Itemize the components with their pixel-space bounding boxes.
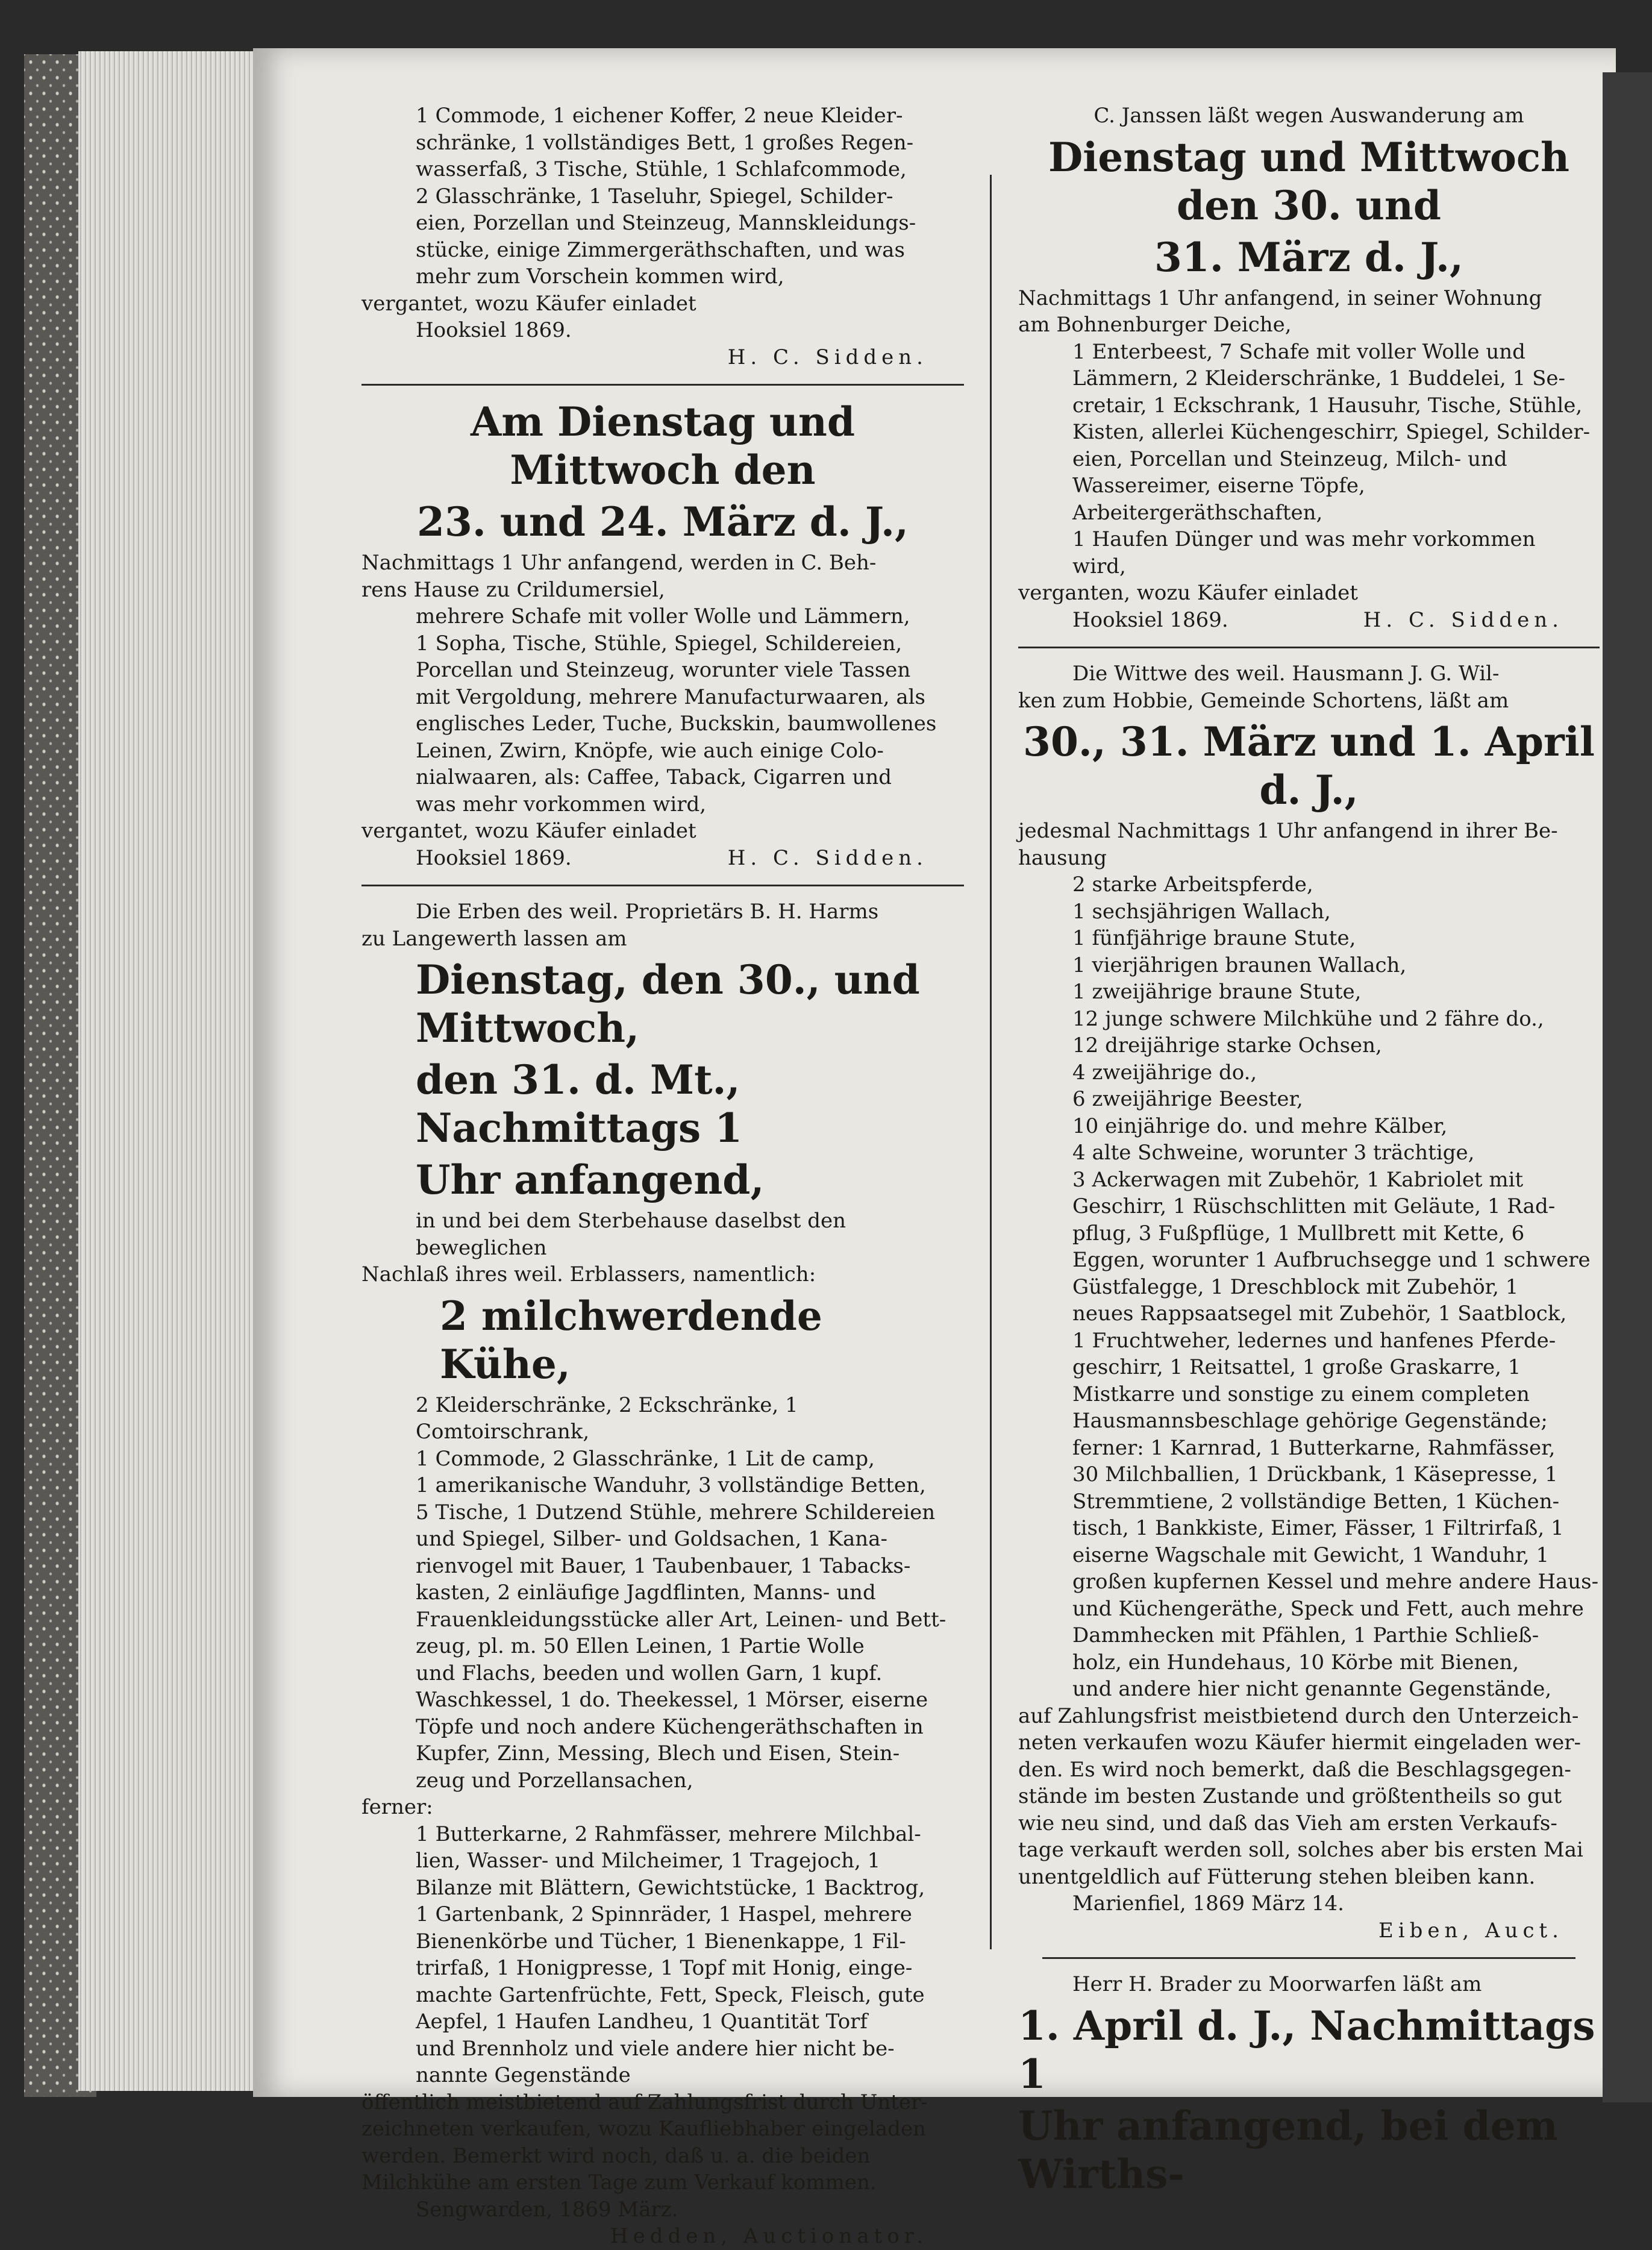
ad2-intro: Nachmittags 1 Uhr anfangend, werden in C. Beh- bbox=[361, 551, 877, 575]
ad3-ferner-label: ferner: bbox=[361, 1795, 433, 1819]
ad5-item: 1 zweijährige braune Stute, bbox=[1072, 980, 1362, 1004]
ad3-ferner-item: lien, Wasser- und Milcheimer, 1 Tragejoch, 1 bbox=[416, 1849, 881, 1873]
ad3-highlight: 2 milchwerdende Kühe, bbox=[440, 1292, 822, 1388]
ad5-item: 6 zweijährige Beester, bbox=[1072, 1087, 1303, 1111]
ad2-item: Porcellan und Steinzeug, worunter viele Tassen bbox=[416, 658, 911, 682]
ad4-item: Lämmern, 2 Kleiderschränke, 1 Buddelei, 1 Se- bbox=[1072, 366, 1566, 390]
ad3-signature: Hedden, Auctionator. bbox=[610, 2224, 928, 2248]
ad5-item: 3 Ackerwagen mit Zubehör, 1 Kabriolet mit bbox=[1072, 1167, 1524, 1192]
ad5-place: Marienfiel, 1869 März 14. bbox=[1072, 1891, 1344, 1916]
ad2-item: Leinen, Zwirn, Knöpfe, wie auch einige Colo- bbox=[416, 738, 884, 763]
ad4-headline-date: 31. März d. J., bbox=[1154, 233, 1463, 281]
ad5-item: geschirr, 1 Reitsattel, 1 große Graskarre, 1 bbox=[1072, 1355, 1521, 1379]
ad5-item: 1 Fruchtweher, ledernes und hanfenes Pferde- bbox=[1072, 1328, 1556, 1353]
ad5-item: Mistkarre und sonstige zu einem completen bbox=[1072, 1382, 1530, 1406]
ad3-headline: den 31. d. Mt., Nachmittags 1 bbox=[416, 1056, 743, 1152]
ad5-item: Eggen, worunter 1 Aufbruchsegge und 1 schwere bbox=[1072, 1248, 1591, 1272]
ad-wilken-widow-sale bbox=[1018, 660, 1600, 1944]
ad4-item: cretair, 1 Eckschrank, 1 Hausuhr, Tische, Stühle, bbox=[1072, 393, 1583, 418]
ad1-line: eien, Porzellan und Steinzeug, Mannskleidungs- bbox=[416, 211, 916, 235]
ad2-headline: Am Dienstag und Mittwoch den bbox=[471, 398, 855, 494]
ad3-ferner-item: 1 Gartenbank, 2 Spinnräder, 1 Haspel, mehrere bbox=[416, 1902, 912, 1926]
ad3-text: Nachlaß ihres weil. Erblassers, namentlich: bbox=[361, 1262, 816, 1286]
ad2-item: 1 Sopha, Tische, Stühle, Spiegel, Schildereien, bbox=[416, 631, 903, 656]
ad4-item: 1 Enterbeest, 7 Schafe mit voller Wolle und bbox=[1072, 339, 1525, 364]
ad2-place: Hooksiel 1869. bbox=[416, 845, 572, 870]
ad5-signature: Eiben, Auct. bbox=[1378, 1918, 1563, 1943]
ad1-line: stücke, einige Zimmergeräthschaften, und was bbox=[416, 237, 905, 262]
ad-harms-estate-sale bbox=[361, 898, 964, 2250]
ad5-item: pflug, 3 Fußpflüge, 1 Mullbrett mit Kette, 6 bbox=[1072, 1221, 1525, 1246]
ad3-ferner-item: 1 Butterkarne, 2 Rahmfässer, mehrere Milchbal- bbox=[416, 1822, 921, 1846]
separator-rule bbox=[1042, 1957, 1575, 1959]
ad2-item: nialwaaren, als: Caffee, Taback, Cigarren und bbox=[416, 765, 892, 789]
ad3-closing: Milchkühe am ersten Tage zum Verkauf kommen. bbox=[361, 2170, 877, 2195]
ad2-item: mehrere Schafe mit voller Wolle und Lämmern, bbox=[416, 604, 910, 628]
ad4-closing: verganten, wozu Käufer einladet bbox=[1018, 581, 1358, 605]
ad3-item: Töpfe und noch andere Küchengeräthschaften in bbox=[416, 1714, 924, 1739]
ad5-item: neues Rappsaatsegel mit Zubehör, 1 Saatblock, bbox=[1072, 1302, 1567, 1326]
ad3-headline: Uhr anfangend, bbox=[416, 1156, 765, 1203]
ad2-headline-date: 23. und 24. März d. J., bbox=[417, 498, 909, 545]
ad1-items bbox=[361, 102, 964, 290]
ad5-ferner: Stremmtiene, 2 vollständige Betten, 1 Küchen- bbox=[1072, 1489, 1560, 1514]
ad5-closing: unentgeldlich auf Fütterung stehen bleiben kann. bbox=[1018, 1864, 1536, 1889]
ad4-headline: Dienstag und Mittwoch den 30. und bbox=[1048, 133, 1570, 229]
ad4-item: Wassereimer, eiserne Töpfe, Arbeitergeräthschaften, bbox=[1072, 474, 1365, 525]
ad3-ferner-item: Bilanze mit Blättern, Gewichtstücke, 1 Backtrog, bbox=[416, 1875, 925, 1900]
ad3-closing: werden. Bemerkt wird noch, daß u. a. die beiden bbox=[361, 2143, 871, 2168]
ad5-item: 1 sechsjährigen Wallach, bbox=[1072, 899, 1331, 924]
ad5-item: 10 einjährige do. und mehre Kälber, bbox=[1072, 1114, 1448, 1138]
ad3-headline: Dienstag, den 30., und Mittwoch, bbox=[416, 956, 920, 1051]
ad4-text: am Bohnenburger Deiche, bbox=[1018, 313, 1292, 337]
ad5-closing: stände im besten Zustande und größtentheils so gut bbox=[1018, 1784, 1562, 1808]
ad4-item: Kisten, allerlei Küchengeschirr, Spiegel, Schilder- bbox=[1072, 420, 1591, 444]
ad-janssen-emigration-sale bbox=[1018, 102, 1600, 633]
ad3-ferner-item: Bienenkörbe und Tücher, 1 Bienenkappe, 1 Fil- bbox=[416, 1929, 906, 1954]
right-dark-edge bbox=[1603, 72, 1652, 2102]
right-column bbox=[1018, 102, 1600, 2202]
ad3-intro: Die Erben des weil. Proprietärs B. H. Harms bbox=[416, 900, 879, 924]
ad4-item: eien, Porcellan und Steinzeug, Milch- und bbox=[1072, 447, 1507, 471]
ad3-item: kasten, 2 einläufige Jagdflinten, Manns- und bbox=[416, 1581, 876, 1605]
ad5-ferner: und andere hier nicht genannte Gegenstände, bbox=[1072, 1677, 1552, 1701]
ad5-item: 1 fünfjährige braune Stute, bbox=[1072, 926, 1356, 950]
ad3-text: in und bei dem Sterbehause daselbst den beweglichen bbox=[416, 1209, 846, 1260]
ad3-ferner-item: nannte Gegenstände bbox=[416, 2063, 631, 2087]
ad5-item: 2 starke Arbeitspferde, bbox=[1072, 873, 1313, 897]
ad3-ferner-item: trirfaß, 1 Honigpresse, 1 Topf mit Honig, einge- bbox=[416, 1956, 913, 1980]
ad5-item: Hausmannsbeschlage gehörige Gegenstände; bbox=[1072, 1409, 1548, 1433]
ad6-headline: Uhr anfangend, bei dem Wirths- bbox=[1018, 2102, 1558, 2198]
separator-rule bbox=[1018, 647, 1600, 648]
ad3-item: zeug und Porzellansachen, bbox=[416, 1768, 693, 1793]
ad3-item: Frauenkleidungsstücke aller Art, Leinen- und Bett- bbox=[416, 1607, 946, 1632]
ad5-ferner: eiserne Wagschale mit Gewicht, 1 Wanduhr, 1 bbox=[1072, 1543, 1550, 1567]
ad3-item: 2 Kleiderschränke, 2 Eckschränke, 1 Comtoirschrank, bbox=[416, 1393, 798, 1444]
ad3-place: Sengwarden, 1869 März. bbox=[416, 2197, 678, 2222]
ad5-ferner: großen kupfernen Kessel und mehre andere Haus- bbox=[1072, 1570, 1599, 1594]
ad5-ferner: 30 Milchballien, 1 Drückbank, 1 Käsepresse, 1 bbox=[1072, 1462, 1558, 1487]
ad3-closing: zeichneten verkaufen, wozu Kaufliebhaber eingeladen bbox=[361, 2117, 926, 2141]
ad1-closing: vergantet, wozu Käufer einladet bbox=[361, 291, 696, 316]
ad5-headline: 30., 31. März und 1. April d. J., bbox=[1023, 718, 1595, 813]
ad5-text: hausung bbox=[1018, 845, 1107, 870]
ad3-ferner-item: machte Gartenfrüchte, Fett, Speck, Fleisch, gute bbox=[416, 1982, 925, 2007]
ad2-intro: rens Hause zu Crildumersiel, bbox=[361, 577, 665, 602]
ad5-text: jedesmal Nachmittags 1 Uhr anfangend in ihrer Be- bbox=[1018, 819, 1558, 843]
ad5-intro: Die Wittwe des weil. Hausmann J. G. Wil- bbox=[1072, 662, 1500, 686]
ad3-item: Waschkessel, 1 do. Theekessel, 1 Mörser, eiserne bbox=[416, 1688, 928, 1712]
ad5-ferner: holz, ein Hundehaus, 10 Körbe mit Bienen, bbox=[1072, 1650, 1519, 1675]
ad6-headline: 1. April d. J., Nachmittags 1 bbox=[1018, 2002, 1595, 2098]
ad1-line: 1 Commode, 1 eichener Koffer, 2 neue Kleider- bbox=[416, 104, 903, 128]
ad5-item: 12 junge schwere Milchkühe und 2 fähre do., bbox=[1072, 1006, 1544, 1031]
ad3-item: 1 amerikanische Wanduhr, 3 vollständige Betten, bbox=[416, 1473, 926, 1497]
ad2-closing: vergantet, wozu Käufer einladet bbox=[361, 819, 696, 843]
ad1-line: 2 Glasschränke, 1 Taseluhr, Spiegel, Schilder- bbox=[416, 184, 893, 208]
ad-crildumersiel-sale bbox=[361, 398, 964, 871]
ad5-item: Geschirr, 1 Rüschschlitten mit Geläute, 1 Rad- bbox=[1072, 1194, 1556, 1218]
ad5-item: 12 dreijährige starke Ochsen, bbox=[1072, 1033, 1382, 1058]
ad4-item: wird, bbox=[1072, 554, 1126, 578]
ad-commode-sale bbox=[361, 102, 964, 371]
ad5-closing: wie neu sind, und daß das Vieh am ersten Verkaufs- bbox=[1018, 1811, 1557, 1835]
ad-brader-sale bbox=[1018, 1971, 1600, 2198]
ad2-footer bbox=[361, 845, 964, 872]
ad5-item: Güstfalegge, 1 Dreschblock mit Zubehör, 1 bbox=[1072, 1274, 1519, 1299]
ad5-closing: den. Es wird noch bemerkt, daß die Beschlagsgegen- bbox=[1018, 1757, 1571, 1782]
ad3-item: rienvogel mit Bauer, 1 Taubenbauer, 1 Tabacks- bbox=[416, 1553, 911, 1578]
ad5-closing: auf Zahlungsfrist meistbietend durch den Unterzeich- bbox=[1018, 1703, 1579, 1728]
ad5-intro: ken zum Hobbie, Gemeinde Schortens, läßt am bbox=[1018, 688, 1509, 713]
column-divider bbox=[990, 175, 992, 1949]
ad2-signature: H. C. Sidden. bbox=[727, 845, 928, 870]
ad3-ferner-item: und Brennholz und viele andere hier nicht be- bbox=[416, 2036, 895, 2061]
ad3-item: zeug, pl. m. 50 Ellen Leinen, 1 Partie Wolle bbox=[416, 1634, 865, 1658]
ad4-item: 1 Haufen Dünger und was mehr vorkommen bbox=[1072, 527, 1536, 551]
ad1-line: schränke, 1 vollständiges Bett, 1 großes Regen- bbox=[416, 130, 914, 155]
ad5-item: 4 alte Schweine, worunter 3 trächtige, bbox=[1072, 1141, 1475, 1165]
ad3-item: und Flachs, beeden und wollen Garn, 1 kupf. bbox=[416, 1661, 883, 1685]
ad4-footer bbox=[1018, 607, 1600, 634]
separator-rule bbox=[361, 384, 964, 386]
separator-rule bbox=[361, 885, 964, 886]
ad5-item: 1 vierjährigen braunen Wallach, bbox=[1072, 953, 1407, 977]
ad5-ferner: tisch, 1 Bankkiste, Eimer, Fässer, 1 Filtrirfaß, 1 bbox=[1072, 1516, 1564, 1540]
ad3-closing: öffentlich meistbietend auf Zahlungsfrist durch Unter- bbox=[361, 2090, 928, 2114]
ad1-line: mehr zum Vorschein kommen wird, bbox=[416, 265, 784, 289]
ad4-signature: H. C. Sidden. bbox=[1363, 607, 1563, 632]
ad3-item: und Spiegel, Silber- und Goldsachen, 1 Kana- bbox=[416, 1527, 887, 1551]
ad5-ferner: ferner: 1 Karnrad, 1 Butterkarne, Rahmfässer, bbox=[1072, 1435, 1556, 1460]
ad5-item: 4 zweijährige do., bbox=[1072, 1060, 1257, 1085]
ad2-item: mit Vergoldung, mehrere Manufacturwaaren, als bbox=[416, 685, 925, 709]
ad1-place: Hooksiel 1869. bbox=[416, 318, 572, 342]
ad4-text: Nachmittags 1 Uhr anfangend, in seiner Wohnung bbox=[1018, 286, 1542, 310]
ad5-closing: tage verkauft werden soll, solches aber bis ersten Mai bbox=[1018, 1838, 1583, 1862]
ad6-intro: Herr H. Brader zu Moorwarfen läßt am bbox=[1072, 1972, 1482, 1996]
ad3-item: Kupfer, Zinn, Messing, Blech und Eisen, Stein- bbox=[416, 1741, 900, 1766]
left-column bbox=[361, 102, 964, 2250]
ad1-signature: H. C. Sidden. bbox=[727, 345, 928, 369]
ad5-ferner: Dammhecken mit Pfählen, 1 Parthie Schließ- bbox=[1072, 1623, 1539, 1647]
ad3-item: 5 Tische, 1 Dutzend Stühle, mehrere Schildereien bbox=[416, 1500, 936, 1525]
ad2-item: was mehr vorkommen wird, bbox=[416, 792, 707, 816]
ad1-line: wasserfaß, 3 Tische, Stühle, 1 Schlafcommode, bbox=[416, 157, 907, 181]
ad5-closing: neten verkaufen wozu Käufer hiermit eingeladen wer- bbox=[1018, 1731, 1582, 1755]
ad3-ferner-item: Aepfel, 1 Haufen Landheu, 1 Quantität Torf bbox=[416, 2010, 868, 2034]
page-edges bbox=[78, 51, 259, 2091]
ad5-ferner: und Küchengeräthe, Speck und Fett, auch mehre bbox=[1072, 1596, 1584, 1621]
ad3-intro: zu Langewerth lassen am bbox=[361, 926, 627, 951]
ad2-item: englisches Leder, Tuche, Buckskin, baumwollenes bbox=[416, 712, 937, 736]
ad3-item: 1 Commode, 2 Glasschränke, 1 Lit de camp, bbox=[416, 1446, 875, 1471]
ad4-place: Hooksiel 1869. bbox=[1072, 607, 1228, 632]
ad4-intro: C. Janssen läßt wegen Auswanderung am bbox=[1094, 104, 1524, 128]
